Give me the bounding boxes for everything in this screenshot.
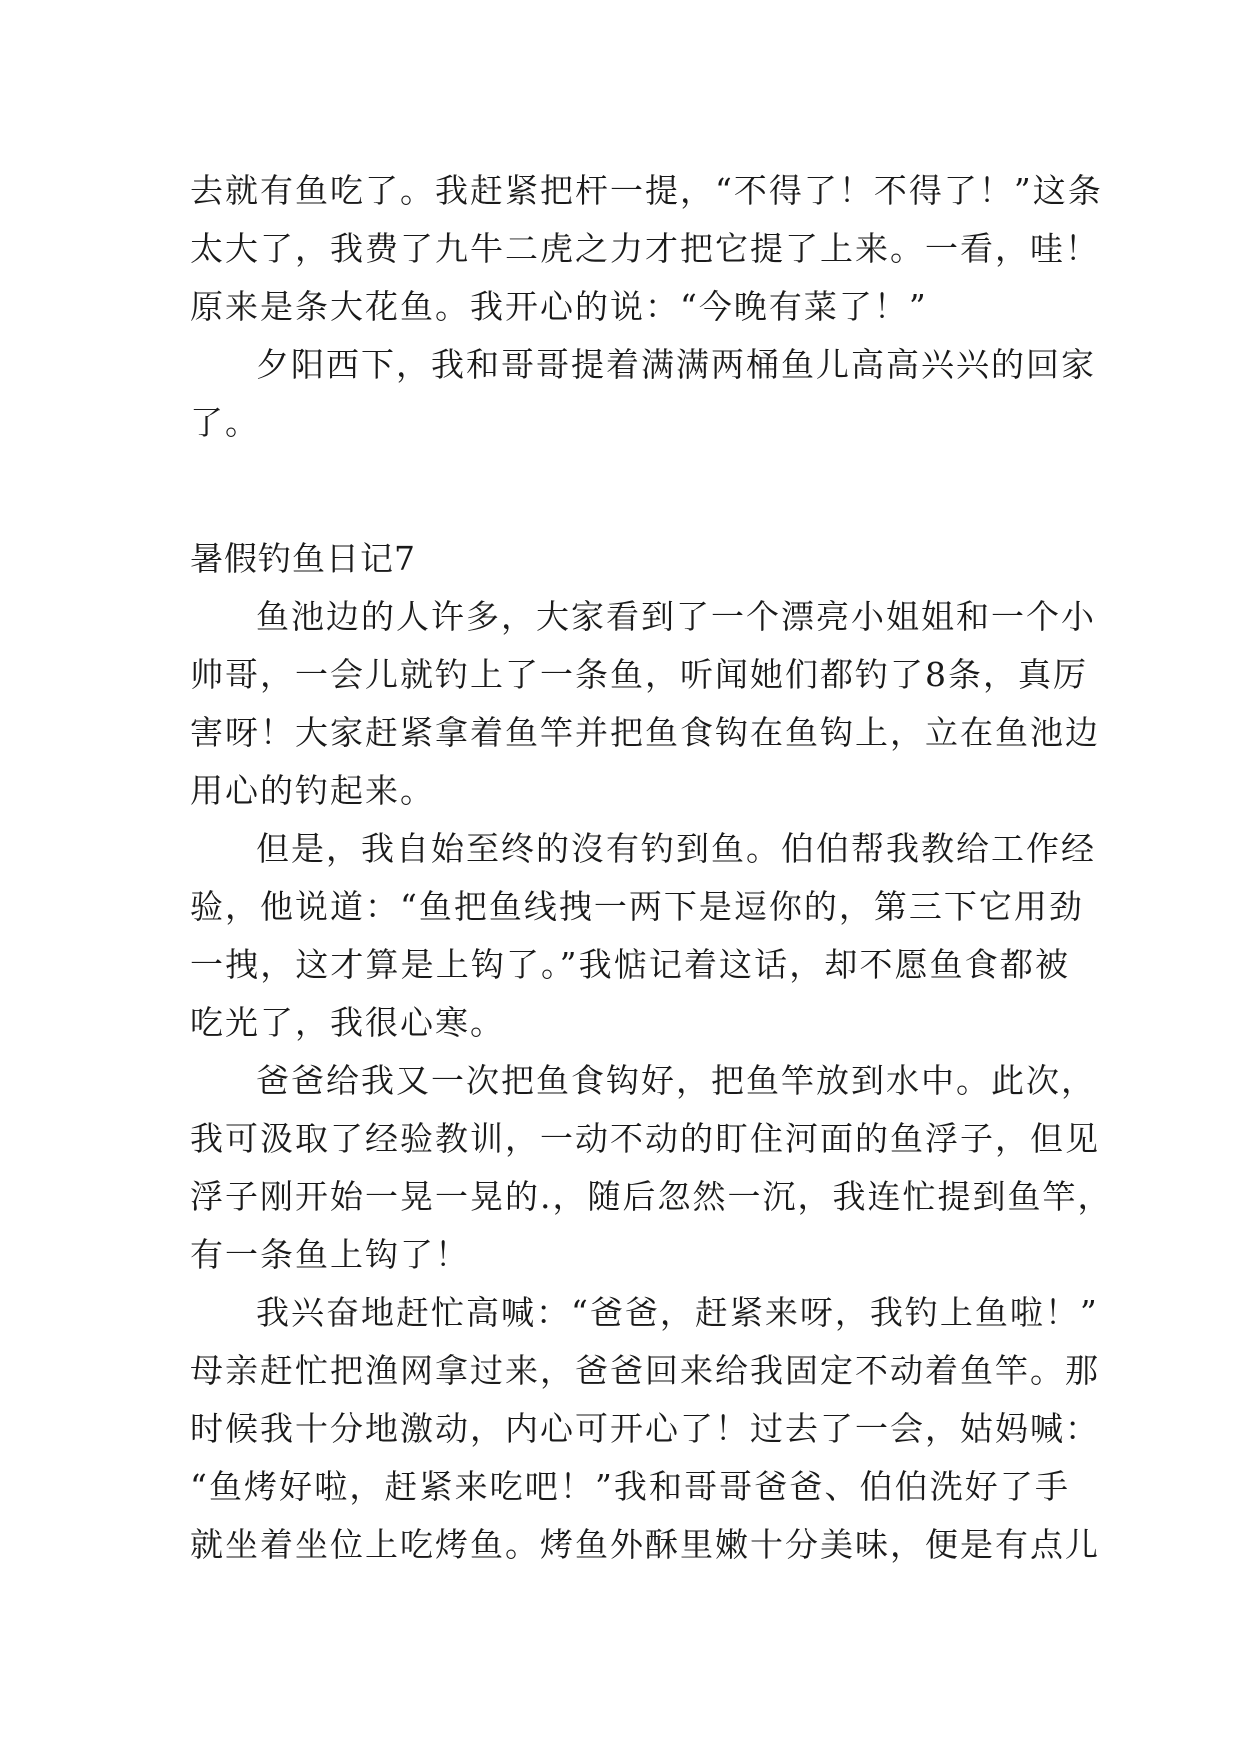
text-line: 验，他说道：“鱼把鱼线拽一两下是逗你的，第三下它用劲 (190, 887, 1084, 926)
text-line: 但是，我自始至终的沒有钓到鱼。伯伯帮我教给工作经 (256, 829, 1096, 868)
text-line: 我兴奋地赶忙高喊：“爸爸，赶紧来呀，我钓上鱼啦！” (256, 1293, 1099, 1332)
text-line: 帅哥，一会儿就钓上了一条鱼，听闻她们都钓了8条，真厉 (190, 655, 1088, 694)
text-line: 吃光了，我很心寒。 (190, 1003, 505, 1042)
section-title: 暑假钓鱼日记7 (190, 539, 416, 578)
text-line: 太大了，我费了九牛二虎之力才把它提了上来。一看，哇！ (190, 229, 1100, 268)
text-line: 浮子刚开始一晃一晃的.，随后忽然一沉，我连忙提到鱼竿， (190, 1177, 1113, 1216)
text-line: 时候我十分地激动，内心可开心了！过去了一会，姑妈喊： (190, 1409, 1100, 1448)
text-line: 害呀！大家赶紧拿着鱼竿并把鱼食钩在鱼钩上，立在鱼池边 (190, 713, 1100, 752)
text-line: 爸爸给我又一次把鱼食钩好，把鱼竿放到水中。此次， (256, 1061, 1096, 1100)
text-line: 母亲赶忙把渔网拿过来，爸爸回来给我固定不动着鱼竿。那 (190, 1351, 1100, 1390)
paragraph-4 (190, 1284, 1100, 1574)
text-line: 原来是条大花鱼。我开心的说：“今晚有菜了！” (190, 287, 928, 326)
paragraph-2 (190, 820, 1096, 1052)
text-line: 了。 (190, 403, 260, 442)
text-line: 我可汲取了经验教训，一动不动的盯住河面的鱼浮子，但见 (190, 1119, 1100, 1158)
document-page (190, 162, 1113, 1574)
text-line: 一拽，这才算是上钩了。”我惦记着这话，却不愿鱼食都被 (190, 945, 1070, 984)
section-spacer (190, 452, 1070, 530)
text-line: 鱼池边的人许多，大家看到了一个漂亮小姐姐和一个小 (256, 597, 1096, 636)
text-line: 有一条鱼上钩了！ (190, 1235, 470, 1274)
paragraph-1 (190, 588, 1100, 820)
text-line: 就坐着坐位上吃烤鱼。烤鱼外酥里嫩十分美味，便是有点儿 (190, 1525, 1100, 1564)
paragraph-3 (190, 1052, 1113, 1284)
closing-paragraph (190, 336, 1096, 452)
intro-paragraph (190, 162, 1103, 336)
text-line: 去就有鱼吃了。我赶紧把杆一提，“不得了！不得了！”这条 (190, 171, 1103, 210)
text-line: “鱼烤好啦，赶紧来吃吧！”我和哥哥爸爸、伯伯洗好了手 (190, 1467, 1070, 1506)
text-line: 夕阳西下，我和哥哥提着满满两桶鱼儿高高兴兴的回家 (256, 345, 1096, 384)
text-line: 用心的钓起来。 (190, 771, 435, 810)
